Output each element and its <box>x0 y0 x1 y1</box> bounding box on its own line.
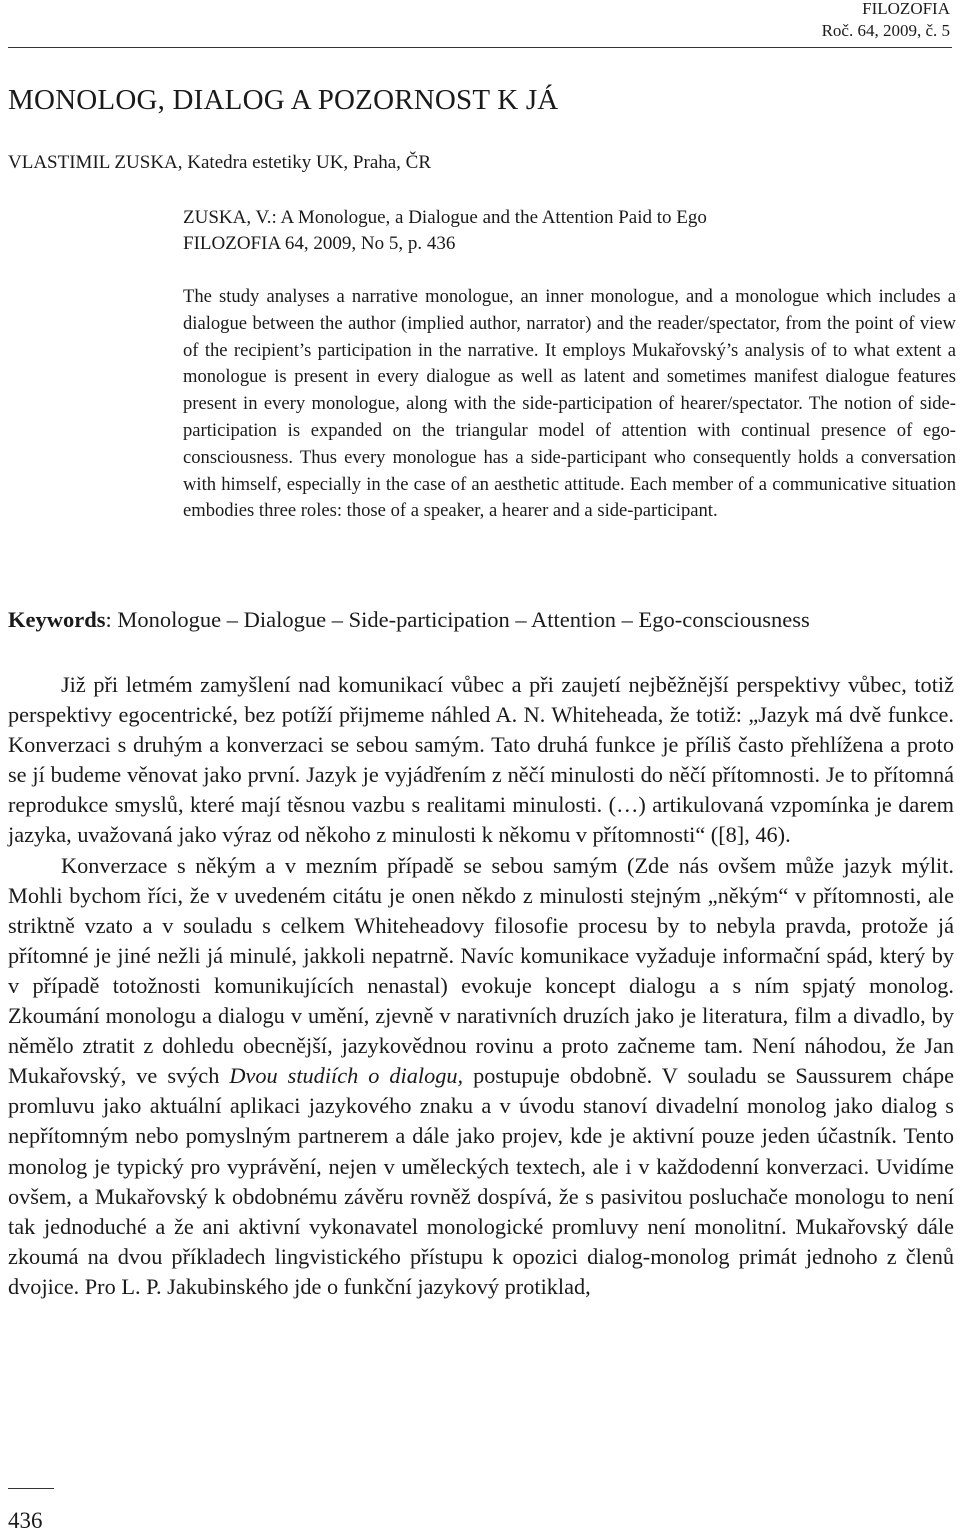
paragraph-2 <box>8 851 954 1302</box>
keywords-line <box>8 607 810 633</box>
issue-info: Roč. 64, 2009, č. 5 <box>821 21 950 40</box>
author-affiliation: VLASTIMIL ZUSKA, Katedra estetiky UK, Praha, ČR <box>8 152 432 173</box>
article-title: MONOLOG, DIALOG A POZORNOST K JÁ <box>8 84 559 116</box>
italic-work-title: Dvou studiích o dialogu, <box>229 1063 464 1089</box>
journal-name: FILOZOFIA <box>862 0 950 18</box>
paragraph-1: Již při letmém zamyšlení nad komunikací vůbec a při zaujetí nejběžnější perspektivy vůbec, totiž perspektivy egocentrické, bez potíží přijmeme náhled A. N. Whiteheada, že totiž: „Jazyk má dvě funkce. Konverzaci s druhým a konverzaci se sebou samým. Tato druhá funkce je příliš často přehlížena a proto se jí budeme věnovat jako první. Jazyk je vyjádřením z něčí minulosti do něčí přítomnosti. Je to přítomná reprodukce smyslů, které mají těsnou vazbu s realitami minulosti. (…) artikulovaná vzpomínka je darem jazyka, uvažovaná jako výraz od někoho z minulosti k někomu v přítomnosti“ ([8], 46). <box>8 672 954 848</box>
page-number: 436 <box>8 1508 43 1533</box>
paragraph-2-start: Konverzace s někým a v mezním případě se sebou samým (Zde nás ovšem může jazyk mýlit. Mohli bychom říci, že v uvedeném citátu je onen někdo z minulosti stejným „někým“ v přítomnosti, ale striktně vzato a v souladu s celkem Whiteheadovy filosofie procesu by to nebyla pravda, protože já přítomné je jiné nežli já minulé, jakkoli nepatrně. Navíc komunikace vyžaduje informační spád, který by v případě totožnosti komunikujících nenastal) evokuje koncept dialogu a s ním spjatý monolog. Zkoumání monologu a dialogu v umění, zjevně v narativních druzích jako je literatura, film a divadlo, by němělo ztratit z dohledu obecnější, jazykovědnou rovinu a proto začneme tam. Není náhodou, že Jan Mukařovský, ve svých <box>8 852 954 1089</box>
keywords-label: Keywords <box>8 607 106 632</box>
citation-source: FILOZOFIA 64, 2009, No 5, p. 436 <box>183 233 456 254</box>
citation-title: ZUSKA, V.: A Monologue, a Dialogue and the Attention Paid to Ego <box>183 207 707 228</box>
running-header <box>822 0 950 42</box>
abstract: The study analyses a narrative monologue, an inner monologue, and a monologue which includes a dialogue between the author (implied author, narrator) and the reader/spectator, from the point of view of the recipient’s participation in the narrative. It employs Mukařovský’s analysis of to what extent a monologue is present in every dialogue as well as latent and sometimes manifest dialogue features present in every monologue, along with the side-participation of hearer/spectator. The notion of side-participation is expanded on the triangular model of attention with continual presence of ego-consciousness. Thus every monologue has a side-participant who consequently holds a conversation with himself, especially in the case of an aesthetic attitude. Each member of a communicative situation embodies three roles: those of a speaker, a hearer and a side-participant. <box>183 286 956 522</box>
header-rule <box>8 47 952 48</box>
body-text <box>8 670 954 1302</box>
paragraph-2-end: postupuje obdobně. V souladu se Saussurem chápe promluvu jako aktuální aplikaci jazykového znaku a v úvodu stanoví divadelní monolog jako dialog s nepřítomným nebo pomyslným partnerem a dále jako projev, kde je aktivní pouze jeden účastník. Tento monolog je typický pro vyprávění, nejen v uměleckých textech, ale i v každodenní konverzaci. Uvidíme ovšem, a Mukařovský k obdobnému závěru rovněž dospívá, že s pasivitou posluchače monologu to není tak jednoduché a že ani aktivní vykonavatel monologické promluvy není monolitní. Mukařovský dále zkoumá na dvou příkladech lingvistického přístupu k opozici dialog-monolog primát jednoho z členů dvojice. Pro L. P. Jakubinského jde o funkční jazykový protiklad, <box>8 1063 954 1299</box>
footer-rule <box>8 1488 54 1489</box>
keywords-list: : Monologue – Dialogue – Side-participation – Attention – Ego-consciousness <box>105 607 810 632</box>
citation-block <box>183 205 707 257</box>
